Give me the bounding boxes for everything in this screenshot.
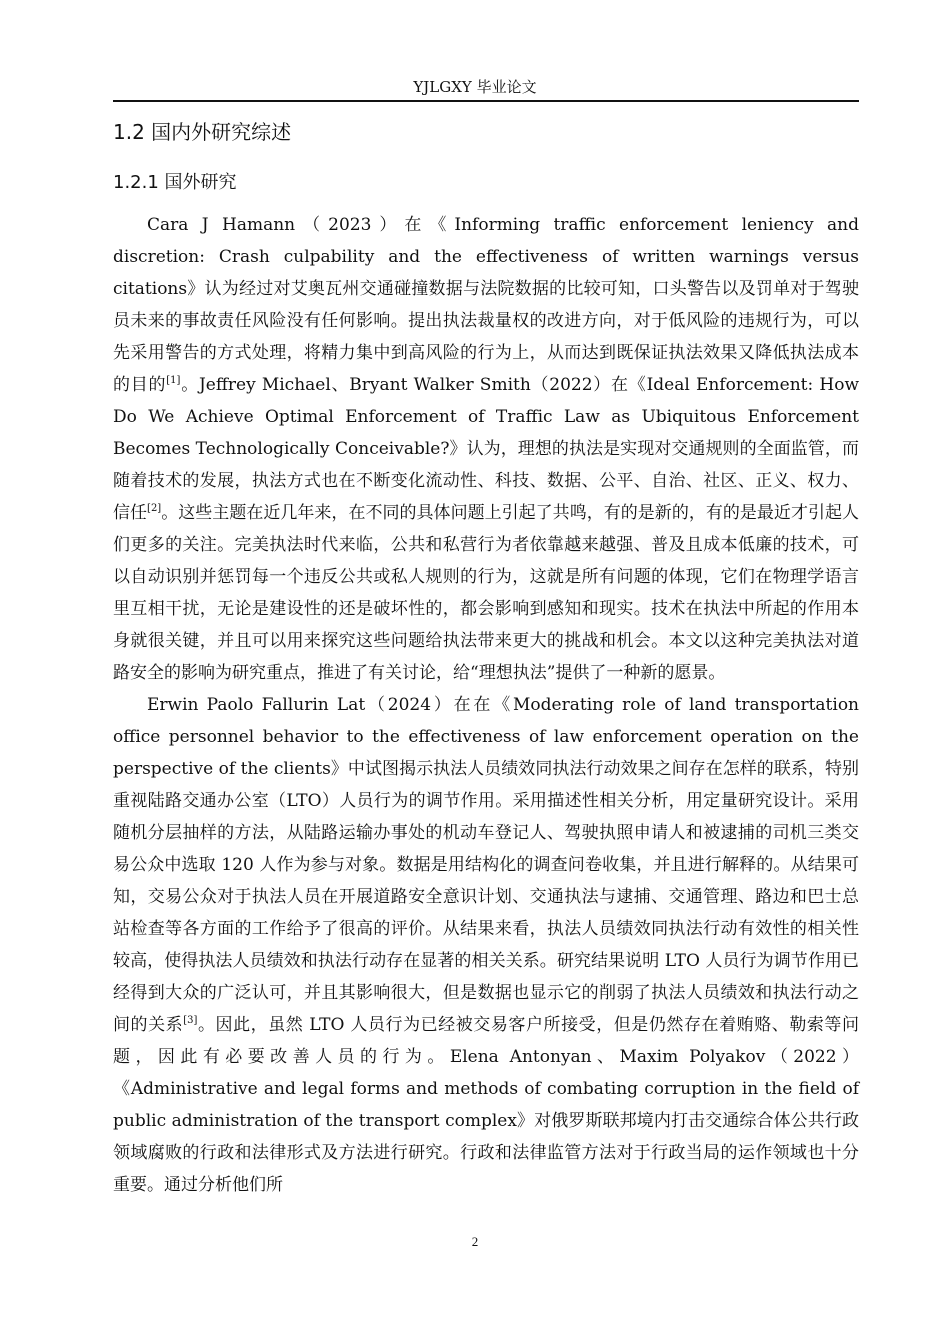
section-heading: 1.2 国内外研究综述	[113, 120, 292, 144]
running-header: YJLGXY 毕业论文	[413, 78, 537, 96]
citation-2: [2]	[147, 503, 162, 514]
header-rule	[113, 100, 859, 102]
paragraph-1-text-2: 。Jeffrey Michael、Bryant Walker Smith（2022）在《Ideal Enforcement: How Do We Achieve Optimal Enforcement of Traffic Law as Ubiquitous Enforcement Becomes Technologically Conceivable?》认为，理想的执法是实现对交通规则的全面监管，而随着技术的发展，执法方式也在不断变化流动性、科技、数据、公平、自治、社区、正义、权力、信任	[113, 375, 860, 523]
paragraph-1-text-3: 。这些主题在近几年来，在不同的具体问题上引起了共鸣，有的是新的，有的是最近才引起人们更多的关注。完美执法时代来临，公共和私营行为者依靠越来越强、普及且成本低廉的技术，可以自动识别并惩罚每一个违反公共或私人规则的行为，这就是所有问题的体现，它们在物理学语言里互相干扰，无论是建设性的还是破坏性的，都会影响到感知和现实。技术在执法中所起的作用本身就很关键，并且可以用来探究这些问题给执法带来更大的挑战和机会。本文以这种完美执法对道路安全的影响为研究重点，推进了有关讨论，给“理想执法”提供了一种新的愿景。	[113, 503, 860, 683]
paragraph-1	[113, 209, 859, 689]
paragraph-2-text-2: 。因此，虽然 LTO 人员行为已经被交易客户所接受，但是仍然存在着贿赂、勒索等问题，因此有必要改善人员的行为。Elena Antonyan、Maxim Polyakov（2022）《Administrative and legal forms and methods of combating corruption in the field of public administration of the transport complex》对俄罗斯联邦境内打击交通综合体公共行政领域腐败的行政和法律形式及方法进行研究。行政和法律监管方法对于行政当局的运作领域也十分重要。通过分析他们所	[113, 1015, 859, 1195]
paragraph-1-text-1: Cara J Hamann（2023）在《Informing traffic enforcement leniency and discretion: Crash culpability and the effectiveness of written warnings versus citations》认为经过对艾奥瓦州交通碰撞数据与法院数据的比较可知，口头警告以及罚单对于驾驶员未来的事故责任风险没有任何影响。提出执法裁量权的改进方向，对于低风险的违规行为，可以先采用警告的方式处理，将精力集中到高风险的行为上，从而达到既保证执法效果又降低执法成本的目的	[113, 215, 859, 395]
subsection-heading: 1.2.1 国外研究	[113, 172, 237, 193]
paragraph-2	[113, 689, 859, 1201]
body-text	[113, 209, 859, 1201]
citation-3: [3]	[183, 1015, 198, 1026]
citation-1: [1]	[166, 375, 181, 386]
page-number: 2	[471, 1234, 479, 1249]
paragraph-2-text-1: Erwin Paolo Fallurin Lat（2024）在在《Moderating role of land transportation office personnel behavior to the effectiveness of law enforcement operation on the perspective of the clients》中试图揭示执法人员绩效同执法行动效果之间存在怎样的联系，特别重视陆路交通办公室（LTO）人员行为的调节作用。采用描述性相关分析，用定量研究设计。采用随机分层抽样的方法，从陆路运输办事处的机动车登记人、驾驶执照申请人和被逮捕的司机三类交易公众中选取 120 人作为参与对象。数据是用结构化的调查问卷收集，并且进行解释的。从结果可知，交易公众对于执法人员在开展道路安全意识计划、交通执法与逮捕、交通管理、路边和巴士总站检查等各方面的工作给予了很高的评价。从结果来看，执法人员绩效同执法行动有效性的相关性较高，使得执法人员绩效和执法行动存在显著的相关关系。研究结果说明 LTO 人员行为调节作用已经得到大众的广泛认可，并且其影响很大，但是数据也显示它的削弱了执法人员绩效和执法行动之间的关系	[113, 695, 859, 1035]
